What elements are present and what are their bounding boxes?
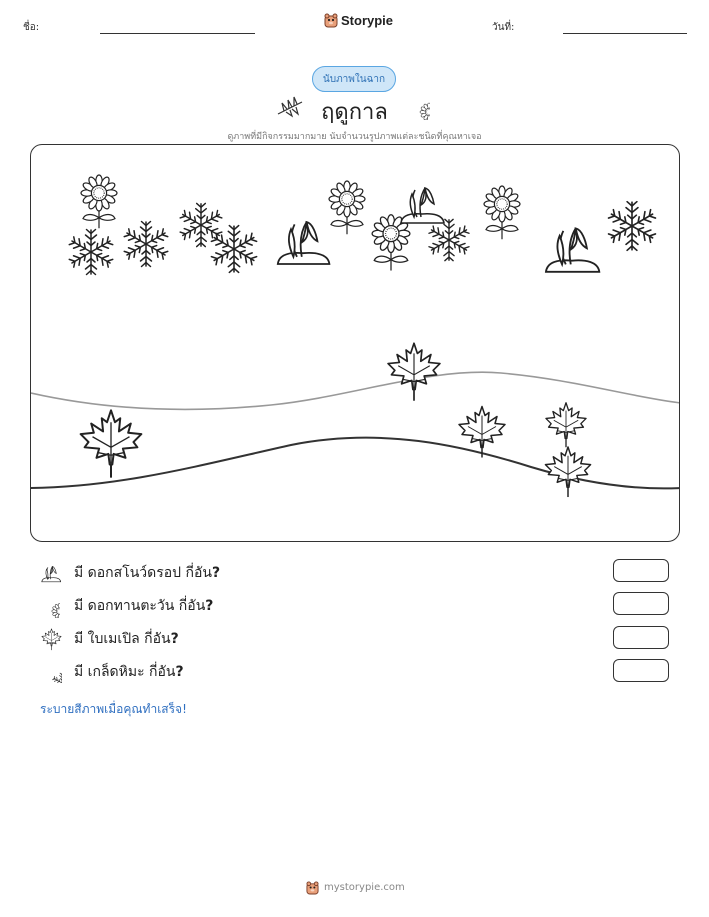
question-text: มี ดอกทานตะวัน กี่อัน [74,598,206,614]
question-text: มี ใบเมเปิล กี่อัน [74,631,171,647]
page-title: ฤดูกาล [321,100,388,125]
snowdrop [546,228,599,271]
question-snowflake [40,661,184,683]
maple-leaf [545,447,590,497]
back-hill-line [31,372,680,409]
question-snowdrop [40,562,220,584]
brand-name: Storypie [341,12,394,28]
sunflower-icon [40,595,62,617]
sunflower [329,181,365,234]
answer-box-sunflower[interactable] [613,592,669,615]
question-text: มี เกล็ดหิมะ กี่อัน [74,664,176,680]
snowflake [608,202,656,251]
date-line[interactable] [563,33,687,34]
question-mark: ? [170,631,179,647]
answer-box-snowdrop[interactable] [613,559,669,582]
snowflake [429,219,470,260]
question-mark: ? [205,598,214,614]
sunflower [484,186,520,239]
footer-url[interactable]: mystorypie.com [324,882,405,893]
footer [306,880,405,895]
maple-leaf [546,403,586,448]
instructions: ดูภาพที่มีกิจกรรมมากมาย นับจำนวนรูปภาพแต่ละชนิดที่คุณหาเจอ [227,132,482,142]
maple-leaf [388,343,440,400]
snowflake-icon [40,661,62,683]
question-mark: ? [175,664,184,680]
answer-box-maple-leaf[interactable] [613,626,669,649]
sunflower [81,175,117,228]
scene-illustration [31,145,680,542]
date-label: วันที่: [492,22,515,33]
activity-badge: นับภาพในฉาก [312,66,396,92]
snowdrop [278,222,330,264]
answer-box-snowflake[interactable] [613,659,669,682]
snowdrop [401,188,444,223]
name-label: ชื่อ: [23,22,40,33]
maple-leaf [81,410,142,477]
storypie-logo [324,12,393,28]
storypie-mascot-icon [306,880,319,895]
scene-frame [30,144,680,542]
coloring-note: ระบายสีภาพเมื่อคุณทำเสร็จ! [40,702,187,716]
snowflake [69,230,113,275]
snowdrop-icon [40,562,62,584]
sunflower-decor-icon [408,92,430,120]
name-line[interactable] [100,33,255,34]
question-sunflower [40,595,213,617]
question-mark: ? [211,565,221,581]
snowflake [124,222,168,267]
question-maple-leaf [40,628,179,650]
storypie-mascot-icon [324,12,338,28]
maple-leaf-icon [40,628,62,650]
question-text: มี ดอกสโนว์ดรอป กี่อัน [74,565,212,581]
snowflake [211,226,257,273]
